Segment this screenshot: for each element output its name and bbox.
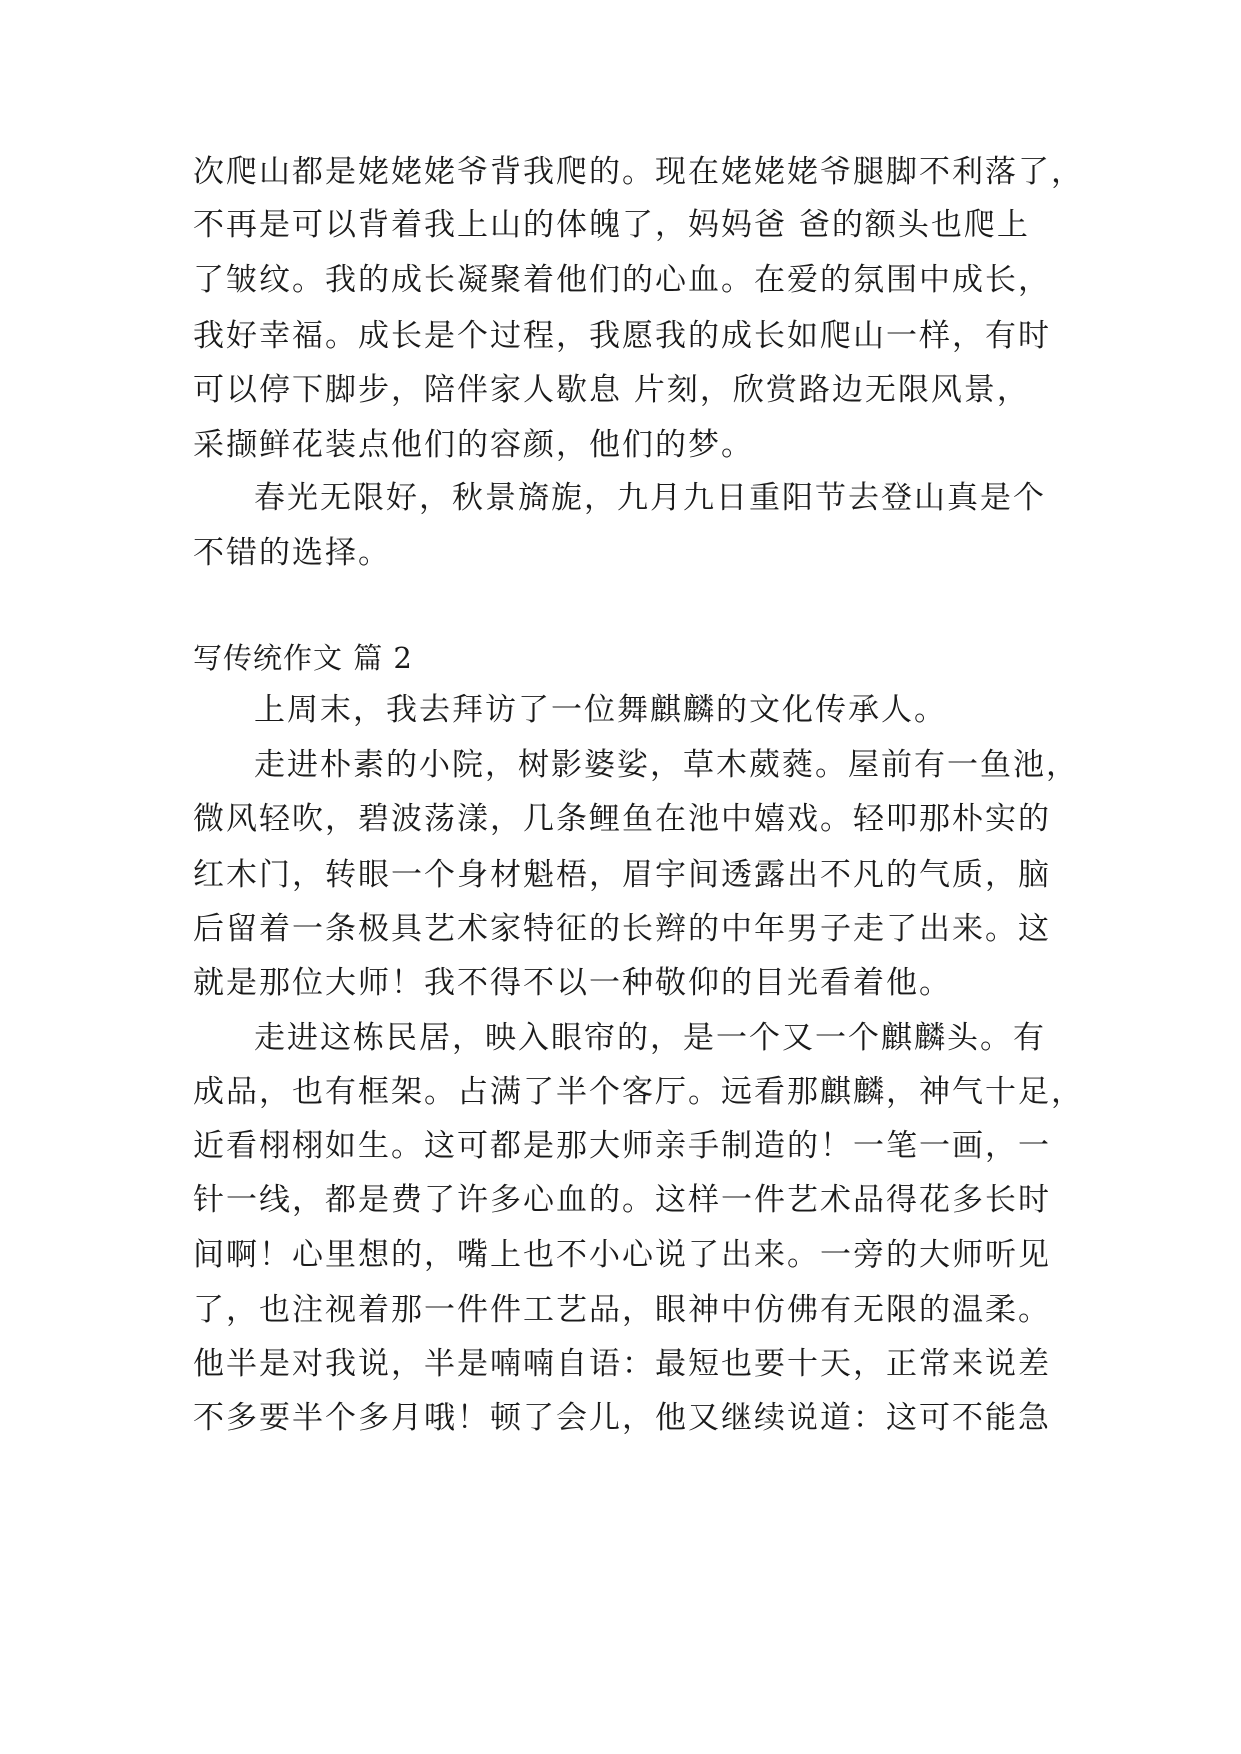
text-line: 红木门，转眼一个身材魁梧，眉宇间透露出不凡的气质，脑 [193,857,1051,893]
text-line: 他半是对我说，半是喃喃自语：最短也要十天，正常来说差 [193,1346,1051,1382]
text-line: 不再是可以背着我上山的体魄了，妈妈爸 爸的额头也爬上 [193,207,1030,243]
text-line: 我好幸福。成长是个过程，我愿我的成长如爬山一样，有时 [193,318,1051,354]
text-line: 走进朴素的小院，树影婆娑，草木葳蕤。屋前有一鱼池， [254,747,1079,783]
text-line: 次爬山都是姥姥姥爷背我爬的。现在姥姥姥爷腿脚不利落了， [193,154,1084,190]
text-line: 微风轻吹，碧波荡漾，几条鲤鱼在池中嬉戏。轻叩那朴实的 [193,801,1051,837]
text-line: 就是那位大师！我不得不以一种敬仰的目光看着他。 [193,965,952,1001]
text-line: 了皱纹。我的成长凝聚着他们的心血。在爱的氛围中成长， [193,262,1051,298]
section-heading: 写传统作文 篇 2 [193,641,413,675]
text-line: 上周末，我去拜访了一位舞麒麟的文化传承人。 [254,692,947,728]
text-line: 近看栩栩如生。这可都是那大师亲手制造的！一笔一画，一 [193,1128,1051,1164]
text-line: 不错的选择。 [193,535,391,571]
text-line: 采撷鲜花装点他们的容颜，他们的梦。 [193,427,754,463]
text-line: 春光无限好，秋景旖旎，九月九日重阳节去登山真是个 [254,480,1046,516]
text-line: 后留着一条极具艺术家特征的长辫的中年男子走了出来。这 [193,911,1051,947]
text-line: 成品，也有框架。占满了半个客厅。远看那麒麟，神气十足， [193,1074,1084,1110]
text-line: 了，也注视着那一件件工艺品，眼神中仿佛有无限的温柔。 [193,1292,1051,1328]
text-line: 不多要半个多月哦！顿了会儿，他又继续说道：这可不能急 [193,1400,1051,1436]
text-line: 针一线，都是费了许多心血的。这样一件艺术品得花多长时 [193,1182,1051,1218]
text-line: 可以停下脚步，陪伴家人歇息 片刻，欣赏路边无限风景， [193,372,1030,408]
text-line: 间啊！心里想的，嘴上也不小心说了出来。一旁的大师听见 [193,1237,1051,1273]
text-line: 走进这栋民居，映入眼帘的，是一个又一个麒麟头。有 [254,1020,1046,1056]
